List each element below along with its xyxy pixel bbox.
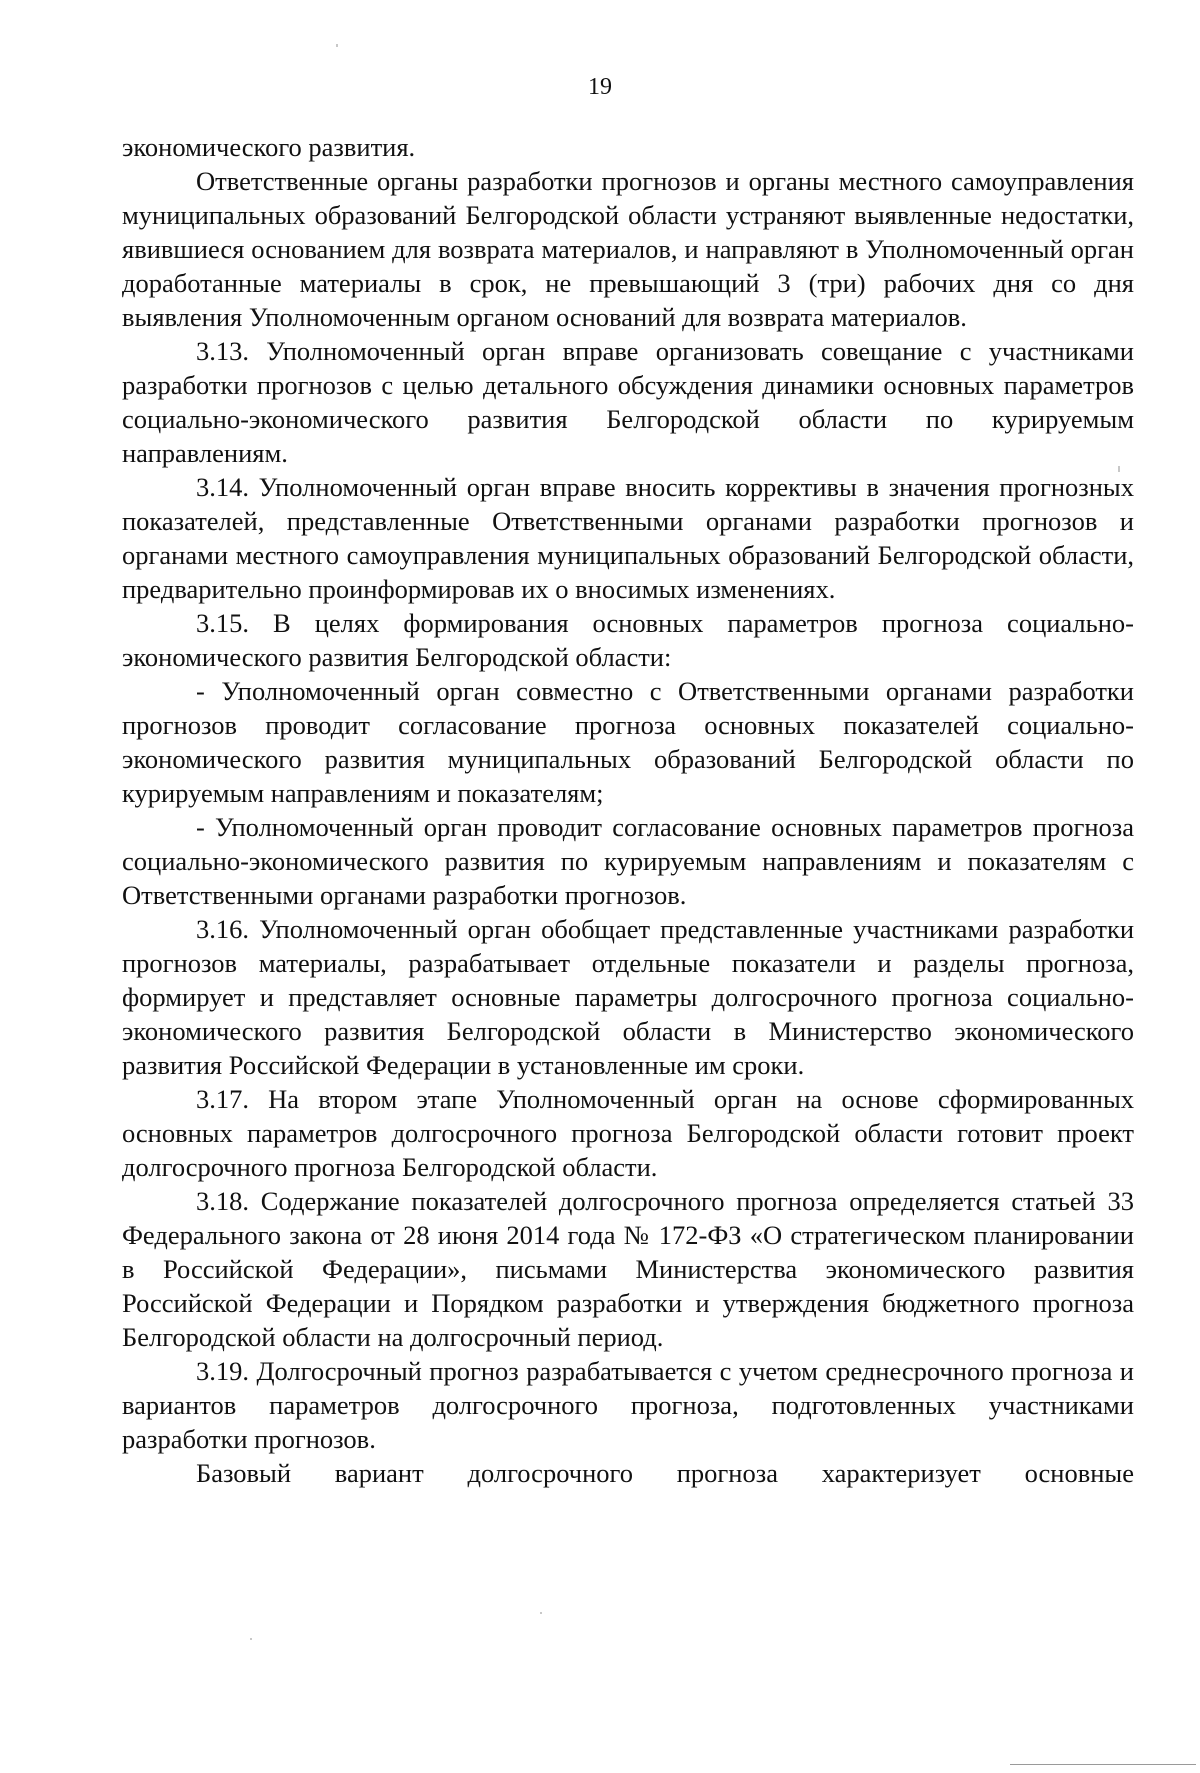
paragraph-3-15: 3.15. В целях формирования основных параметров прогноза социально-экономического развития Белгородской области: <box>122 608 1134 672</box>
scan-speck <box>336 44 338 47</box>
paragraph-base-variant: Базовый вариант долгосрочного прогноза характеризует основные <box>196 1458 1134 1488</box>
paragraph-3-18: 3.18. Содержание показателей долгосрочного прогноза определяется статьей 33 Федерального закона от 28 июня 2014 года № 172-ФЗ «О стратегическом планировании в Российской Федерации», письмами Министерства экономического развития Российской Федерации и Порядком разработки и утверждения бюджетного прогноза Белгородской области на долгосрочный период. <box>122 1186 1134 1352</box>
document-body <box>122 130 1134 1490</box>
scan-speck <box>250 1638 252 1640</box>
list-item-coordination-parameters: - Уполномоченный орган проводит согласование основных параметров прогноза социально-экономического развития по курируемым направлениям и показателям с Ответственными органами разработки прогнозов. <box>122 812 1134 910</box>
scan-speck <box>540 1612 542 1614</box>
scan-edge-line <box>1010 1764 1196 1765</box>
paragraph-3-14: 3.14. Уполномоченный орган вправе вносить коррективы в значения прогнозных показателей, представленные Ответственными органами разработки прогнозов и органами местного самоуправления муниципальных образований Белгородской области, предварительно проинформировав их о вносимых изменениях. <box>122 472 1134 604</box>
paragraph-3-16: 3.16. Уполномоченный орган обобщает представленные участниками разработки прогнозов материалы, разрабатывает отдельные показатели и разделы прогноза, формирует и представляет основные параметры долгосрочного прогноза социально-экономического развития Белгородской области в Министерство экономического развития Российской Федерации в установленные им сроки. <box>122 914 1134 1080</box>
scan-speck <box>1118 466 1120 472</box>
list-item-coordination-municipal: - Уполномоченный орган совместно с Ответственными органами разработки прогнозов проводит согласование прогноза основных показателей социально-экономического развития муниципальных образований Белгородской области по курируемым направлениям и показателям; <box>122 676 1134 808</box>
paragraph-continuation: экономического развития. <box>122 132 416 162</box>
paragraph-3-17: 3.17. На втором этапе Уполномоченный орган на основе сформированных основных параметров долгосрочного прогноза Белгородской области готовит проект долгосрочного прогноза Белгородской области. <box>122 1084 1134 1182</box>
page-number: 19 <box>588 74 612 100</box>
paragraph-3-19: 3.19. Долгосрочный прогноз разрабатывается с учетом среднесрочного прогноза и вариантов параметров долгосрочного прогноза, подготовленных участниками разработки прогнозов. <box>122 1356 1134 1454</box>
paragraph-3-13: 3.13. Уполномоченный орган вправе организовать совещание с участниками разработки прогнозов с целью детального обсуждения динамики основных параметров социально-экономического развития Белгородской области по курируемым направлениям. <box>122 336 1134 468</box>
paragraph-responsible-bodies: Ответственные органы разработки прогнозов и органы местного самоуправления муниципальных образований Белгородской области устраняют выявленные недостатки, явившиеся основанием для возврата материалов, и направляют в Уполномоченный орган доработанные материалы в срок, не превышающий 3 (три) рабочих дня со дня выявления Уполномоченным органом оснований для возврата материалов. <box>122 166 1134 332</box>
